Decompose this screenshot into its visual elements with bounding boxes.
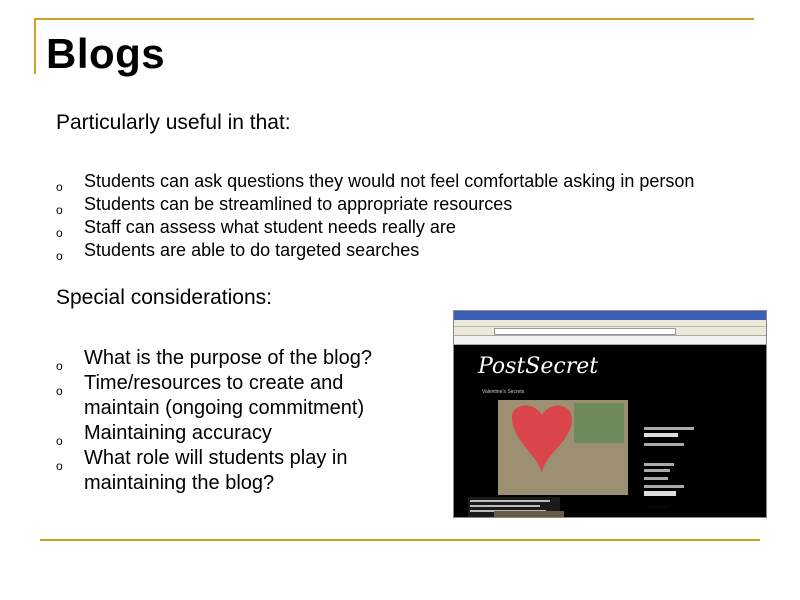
list-item: o Students are able to do targeted searches (56, 239, 776, 262)
browser-titlebar (454, 311, 766, 320)
circle-bullet-icon: o (56, 359, 63, 373)
list-item: o Staff can assess what student needs really are (56, 216, 776, 239)
list-item: o Time/resources to create and maintain (ongoing commitment) (56, 372, 365, 419)
slide-title: Blogs (46, 30, 166, 77)
circle-bullet-icon: o (56, 180, 63, 194)
circle-bullet-icon: o (56, 226, 63, 240)
left-rule (34, 18, 36, 74)
postsecret-logo: PostSecret (478, 354, 599, 379)
list-item: o What role will students play in maintaining the blog? (56, 447, 348, 494)
circle-bullet-icon: o (56, 434, 63, 448)
section-heading-considerations: Special considerations: (56, 286, 272, 309)
useful-list (56, 170, 776, 262)
list-item: o Students can be streamlined to appropriate resources (56, 193, 776, 216)
circle-bullet-icon: o (56, 203, 63, 217)
list-item: o Students can ask questions they would not feel comfortable asking in person (56, 170, 776, 193)
postsecret-screenshot (453, 310, 767, 518)
circle-bullet-icon: o (56, 459, 63, 473)
list-item: o Maintaining accuracy (56, 421, 416, 446)
section-heading-useful: Particularly useful in that: (56, 111, 291, 134)
considerations-list (56, 346, 416, 496)
enter-email-button: Enter Email (647, 504, 668, 509)
circle-bullet-icon: o (56, 249, 63, 263)
browser-addressbar (454, 327, 766, 336)
bottom-rule (40, 539, 760, 541)
blog-page-image (454, 345, 766, 518)
browser-menubar (454, 320, 766, 327)
circle-bullet-icon: o (56, 384, 63, 398)
browser-linksbar (454, 336, 766, 345)
list-item: o What is the purpose of the blog? (56, 346, 416, 371)
post-title: Valentine's Secrets (482, 389, 525, 395)
top-rule (36, 18, 754, 20)
